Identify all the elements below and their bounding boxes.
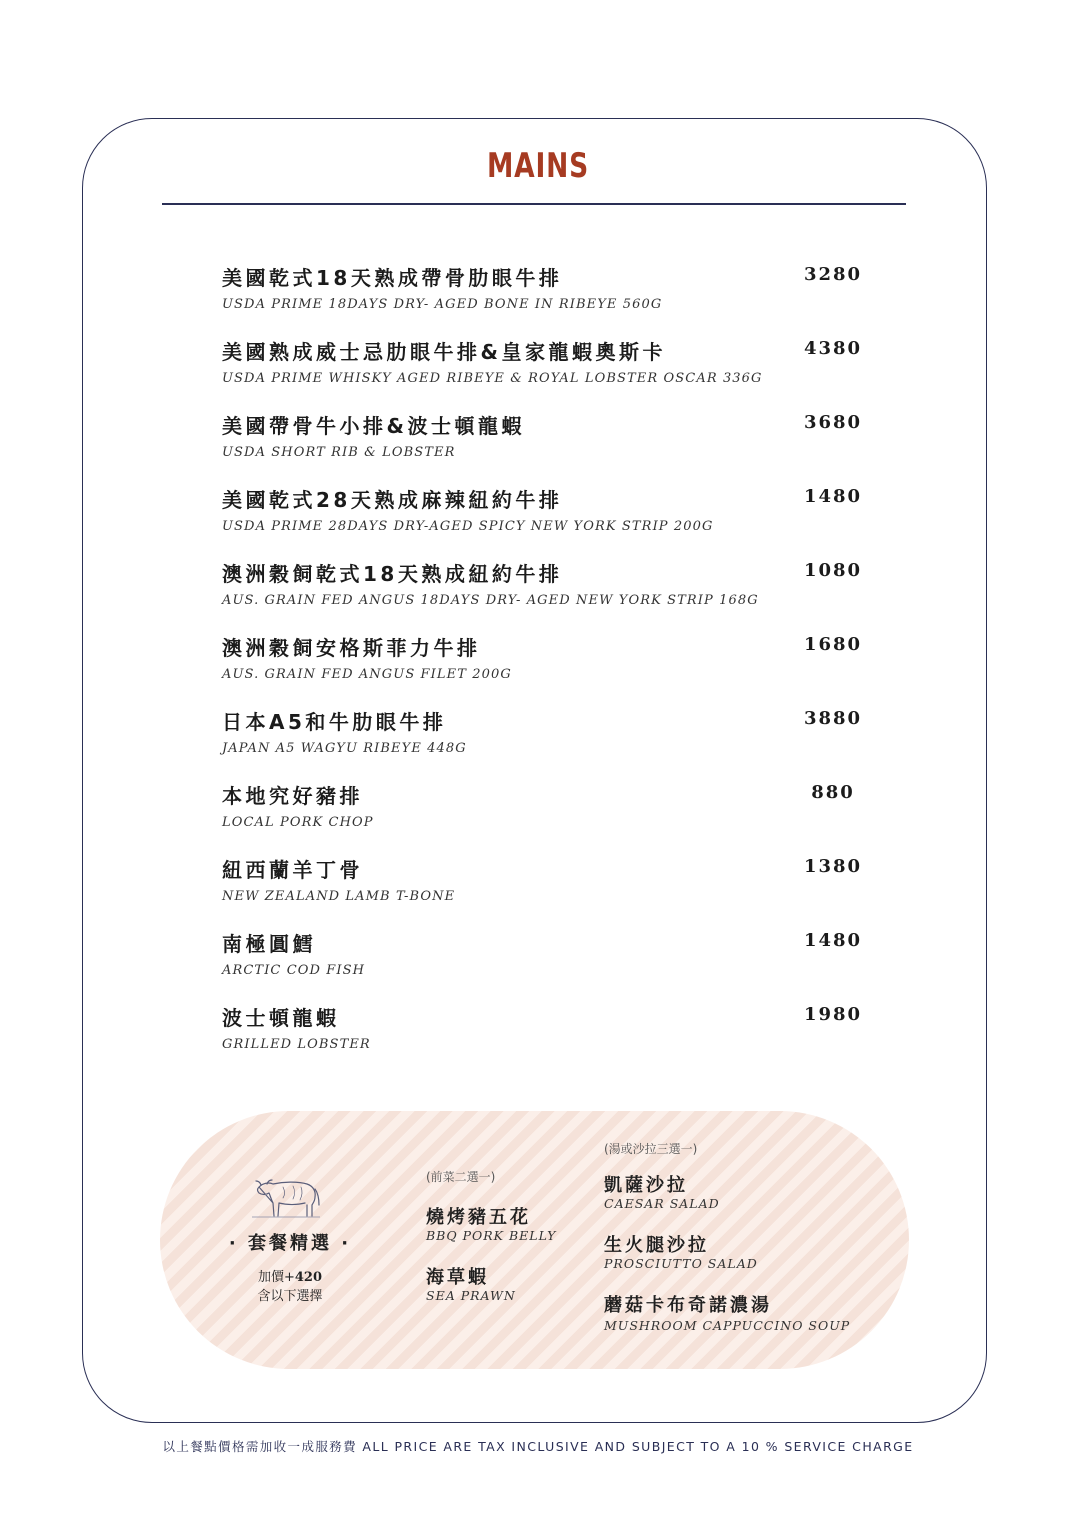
appetizer-option-description: BBQ PORK BELLY	[426, 1228, 557, 1243]
soup-salad-option-description: PROSCIUTTO SALAD	[604, 1256, 758, 1271]
appetizer-option-description: SEA PRAWN	[426, 1288, 516, 1303]
menu-item-description: USDA PRIME 28DAYS DRY-AGED SPICY NEW YORK STRIP 200G	[222, 519, 714, 534]
title-divider	[162, 203, 906, 205]
menu-item-description: GRILLED LOBSTER	[222, 1037, 371, 1052]
menu-item-name: 日本A5和牛肋眼牛排	[222, 710, 447, 734]
menu-item-price: 1680	[803, 634, 863, 655]
menu-item-price: 1480	[803, 930, 863, 951]
menu-item-name: 南極圓鱈	[222, 932, 316, 956]
menu-item-description: USDA PRIME 18DAYS DRY- AGED BONE IN RIBEYE 560G	[222, 297, 663, 312]
menu-item-description: NEW ZEALAND LAMB T-BONE	[222, 889, 456, 904]
menu-item-description: LOCAL PORK CHOP	[222, 815, 374, 830]
menu-item-price: 880	[811, 782, 855, 803]
menu-item	[222, 706, 882, 780]
set-menu-price	[200, 1266, 380, 1285]
menu-item-price: 1380	[803, 856, 863, 877]
set-menu-price-value: 420	[294, 1270, 323, 1285]
appetizer-label: (前菜二選一)	[426, 1170, 496, 1184]
set-menu-price-prefix: 加價+	[257, 1270, 295, 1285]
soup-salad-option-name: 生火腿沙拉	[604, 1235, 709, 1256]
menu-item	[222, 558, 882, 632]
soup-salad-option-description: CAESAR SALAD	[604, 1196, 720, 1211]
set-menu-title: · 套餐精選 ·	[228, 1233, 352, 1254]
soup-salad-option-name: 蘑菇卡布奇諾濃湯	[604, 1295, 772, 1316]
menu-item-name: 本地究好豬排	[222, 784, 363, 808]
menu-item-description: USDA PRIME WHISKY AGED RIBEYE & ROYAL LOBSTER OSCAR 336G	[222, 371, 763, 386]
appetizer-option-name: 海草蝦	[426, 1267, 489, 1288]
menu-item-name: 波士頓龍蝦	[222, 1006, 340, 1030]
menu-item	[222, 336, 882, 410]
menu-item-price: 3880	[803, 708, 863, 729]
menu-item	[222, 484, 882, 558]
menu-item	[222, 262, 882, 336]
menu-item	[222, 1002, 882, 1076]
menu-item-price: 1080	[803, 560, 863, 581]
menu-item-description: JAPAN A5 WAGYU RIBEYE 448G	[222, 741, 467, 756]
menu-item-name: 美國熟成威士忌肋眼牛排&皇家龍蝦奧斯卡	[222, 340, 666, 364]
menu-item-name: 美國乾式28天熟成麻辣紐約牛排	[222, 488, 563, 512]
menu-item-description: USDA SHORT RIB & LOBSTER	[222, 445, 456, 460]
set-menu-note: 含以下選擇	[257, 1289, 323, 1304]
soup-salad-option-name: 凱薩沙拉	[604, 1175, 688, 1196]
menu-item-name: 澳洲穀飼安格斯菲力牛排	[222, 636, 481, 660]
menu-list	[222, 262, 882, 1076]
soup-salad-option-description: MUSHROOM CAPPUCCINO SOUP	[604, 1318, 851, 1333]
menu-item-price: 4380	[803, 338, 863, 359]
menu-item-name: 澳洲穀飼乾式18天熟成紐約牛排	[222, 562, 563, 586]
soup-salad-label: (湯或沙拉三選一)	[604, 1142, 698, 1156]
menu-item-price: 3280	[803, 264, 863, 285]
appetizer-option-name: 燒烤豬五花	[426, 1207, 531, 1228]
menu-item	[222, 928, 882, 1002]
menu-item-description: AUS. GRAIN FED ANGUS FILET 200G	[222, 667, 512, 682]
set-menu-panel	[160, 1111, 909, 1369]
menu-item	[222, 780, 882, 854]
menu-item	[222, 854, 882, 928]
page-title: MAINS	[487, 146, 589, 186]
menu-item-description: AUS. GRAIN FED ANGUS 18DAYS DRY- AGED NEW YORK STRIP 168G	[222, 593, 759, 608]
menu-item-price: 1980	[803, 1004, 863, 1025]
menu-item-name: 美國乾式18天熟成帶骨肋眼牛排	[222, 266, 563, 290]
menu-item-name: 美國帶骨牛小排&波士頓龍蝦	[222, 414, 525, 438]
menu-item-name: 紐西蘭羊丁骨	[222, 858, 363, 882]
menu-item	[222, 632, 882, 706]
menu-item-description: ARCTIC COD FISH	[222, 963, 366, 978]
menu-item-price: 1480	[803, 486, 863, 507]
service-charge-note: 以上餐點價格需加收一成服務費 ALL PRICE ARE TAX INCLUSIVE AND SUBJECT TO A 10 % SERVICE CHARGE	[162, 1439, 914, 1454]
menu-item-price: 3680	[803, 412, 863, 433]
menu-item	[222, 410, 882, 484]
cow-icon	[249, 1173, 323, 1219]
